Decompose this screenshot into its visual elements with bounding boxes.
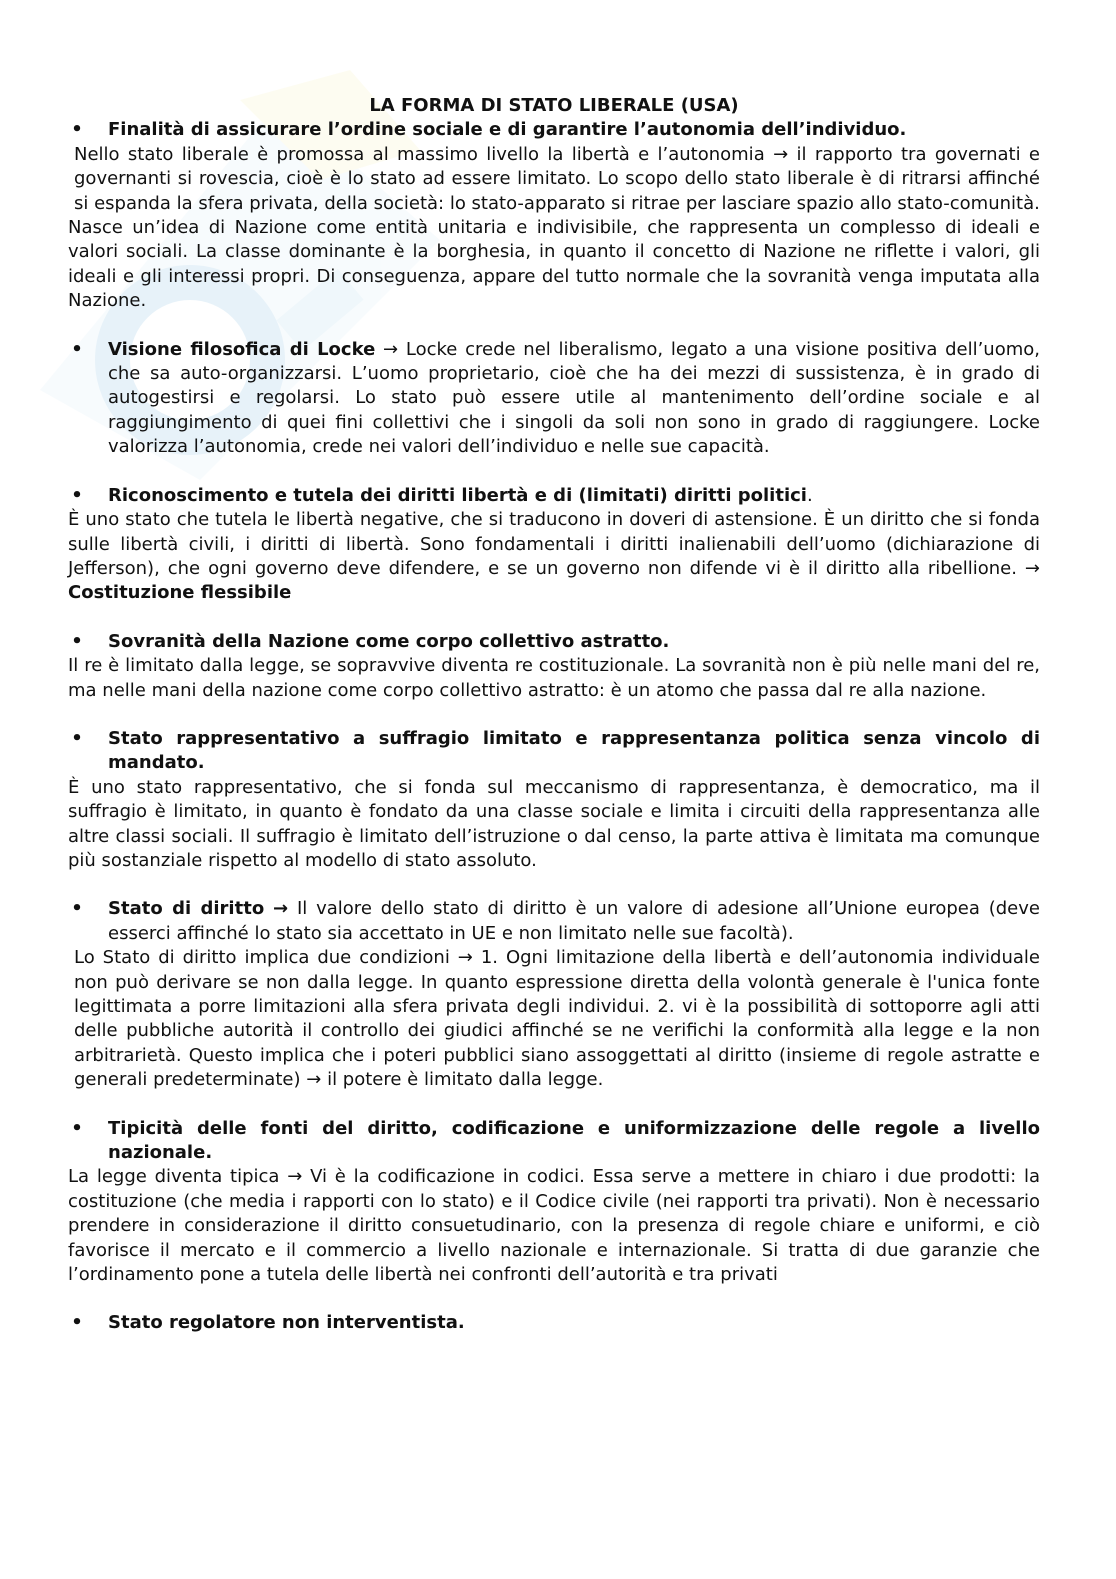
section-heading: Sovranità della Nazione come corpo collettivo astratto.: [108, 630, 670, 652]
section-rappresentativo: [68, 727, 1040, 776]
bullet-icon: •: [71, 1312, 83, 1334]
document-page: [68, 94, 1040, 1336]
section-heading: Riconoscimento e tutela dei diritti libertà e di (limitati) diritti politici: [108, 484, 807, 506]
paragraph: La legge diventa tipica → Vi è la codificazione in codici. Essa serve a mettere in chiaro i due prodotti: la costituzione (che media i rapporti con lo stato) e il Codice civile (nei rapporti tra privati). Non è necessario prendere in considerazione il diritto consuetudinario, con la presenza di regole chiare e uniformi, e ciò favorisce il mercato e il commercio a livello nazionale e internazionale. Si tratta di due garanzie che l’ordinamento pone a tutela delle libertà nei confronti dell’autorità e tra privati: [68, 1166, 1040, 1286]
arrow-icon: →: [306, 1069, 322, 1091]
bullet-icon: •: [71, 630, 83, 652]
document-title: LA FORMA DI STATO LIBERALE (USA): [369, 95, 739, 116]
section-heading: Stato rappresentativo a suffragio limitato e rappresentanza politica senza vincolo di mandato.: [108, 727, 1040, 774]
paragraph: Nello stato liberale è promossa al massimo livello la libertà e l’autonomia → il rapporto tra governati e governanti si rovescia, cioè è lo stato ad essere limitato. Lo scopo dello stato liberale è di ritrarsi affinché si espanda la sfera privata, della società: lo stato-apparato si ritrae per lasciare spazio allo stato-comunità.: [74, 143, 1040, 214]
arrow-icon: →: [457, 947, 473, 969]
arrow-icon: →: [773, 143, 789, 165]
section-regolatore: [68, 1311, 1040, 1335]
section-heading: Visione filosofica di Locke: [108, 338, 376, 360]
section-heading: Stato regolatore non interventista.: [108, 1312, 465, 1334]
bullet-icon: •: [71, 898, 83, 920]
bullet-icon: •: [71, 1117, 83, 1139]
paragraph: È uno stato rappresentativo, che si fonda sul meccanismo di rappresentanza, è democratico, ma il suffragio è limitato, in quanto è fondato da una classe sociale e limita i circuiti della rappresentanza alle altre classi sociali. Il suffragio è limitato dell’istruzione o dal censo, la parte attiva è limitata ma comunque più sostanziale rispetto al modello di stato assoluto.: [68, 776, 1040, 871]
section-heading: Finalità di assicurare l’ordine sociale e di garantire l’autonomia dell’individuo.: [108, 119, 907, 141]
bullet-icon: •: [71, 338, 83, 360]
section-heading: Stato di diritto: [108, 898, 265, 920]
section-tipicita: [68, 1117, 1040, 1166]
bullet-icon: •: [71, 727, 83, 749]
paragraph: Lo Stato di diritto implica due condizioni → 1. Ogni limitazione della libertà e dell’autonomia individuale non può derivare se non dalla legge. In quanto espressione diretta della volontà generale è l'unica fonte legittimata a porre limitazioni alla sfera privata degli individui. 2. vi è la possibilità di sottoporre agli atti delle pubbliche autorità il controllo dei giudici affinché se ne verifichi la conformità alla legge e la non arbitrarietà. Questo implica che i poteri pubblici siano assoggettati al diritto (insieme di regole astratte e generali predeterminate) → il potere è limitato dalla legge.: [74, 947, 1040, 1091]
section-diritti: • Riconoscimento e tutela dei diritti libertà e di (limitati) diritti politici.: [68, 484, 1040, 508]
section-finalita: [68, 118, 1040, 142]
section-sovranita: [68, 630, 1040, 654]
section-stato-diritto: • Stato di diritto → Il valore dello stato di diritto è un valore di adesione all’Unione europea (deve esserci affinché lo stato sia accettato in UE e non limitato nelle sue facoltà).: [68, 897, 1040, 946]
arrow-icon: →: [287, 1166, 303, 1188]
arrow-icon: →: [383, 338, 399, 360]
paragraph: Nasce un’idea di Nazione come entità unitaria e indivisibile, che rappresenta un complesso di ideali e valori sociali. La classe dominante è la borghesia, in quanto il concetto di Nazione ne riflette i valori, gli ideali e gli interessi propri. Di conseguenza, appare del tutto normale che la sovranità venga imputata alla Nazione.: [68, 217, 1040, 312]
bullet-icon: •: [71, 484, 83, 506]
paragraph: Il re è limitato dalla legge, se sopravvive diventa re costituzionale. La sovranità non è più nelle mani del re, ma nelle mani della nazione come corpo collettivo astratto: è un atomo che passa dal re alla nazione.: [68, 655, 1040, 701]
section-locke: • Visione filosofica di Locke → Locke crede nel liberalismo, legato a una visione positiva dell’uomo, che sa auto-organizzarsi. L’uomo proprietario, cioè che ha dei mezzi di sussistenza, è in grado di autogestirsi e regolarsi. Lo stato può essere utile al mantenimento dell’ordine sociale e al raggiungimento di quei fini collettivi che i singoli da soli non sono in grado di raggiungere. Locke valorizza l’autonomia, crede nei valori dell’individuo e nelle sue capacità.: [68, 338, 1040, 460]
arrow-icon: →: [273, 898, 289, 920]
paragraph: È uno stato che tutela le libertà negative, che si traducono in doveri di astensione. È un diritto che si fonda sulle libertà civili, i diritti di libertà. Sono fondamentali i diritti inalienabili dell’uomo (dichiarazione di Jefferson), che ogni governo deve difendere, e se un governo non difende vi è il diritto alla ribellione. → Costituzione flessibile: [68, 509, 1040, 604]
section-heading: Tipicità delle fonti del diritto, codificazione e uniformizzazione delle regole a livello nazionale.: [108, 1117, 1040, 1164]
arrow-icon: →: [1024, 557, 1040, 579]
bullet-icon: •: [71, 119, 83, 141]
